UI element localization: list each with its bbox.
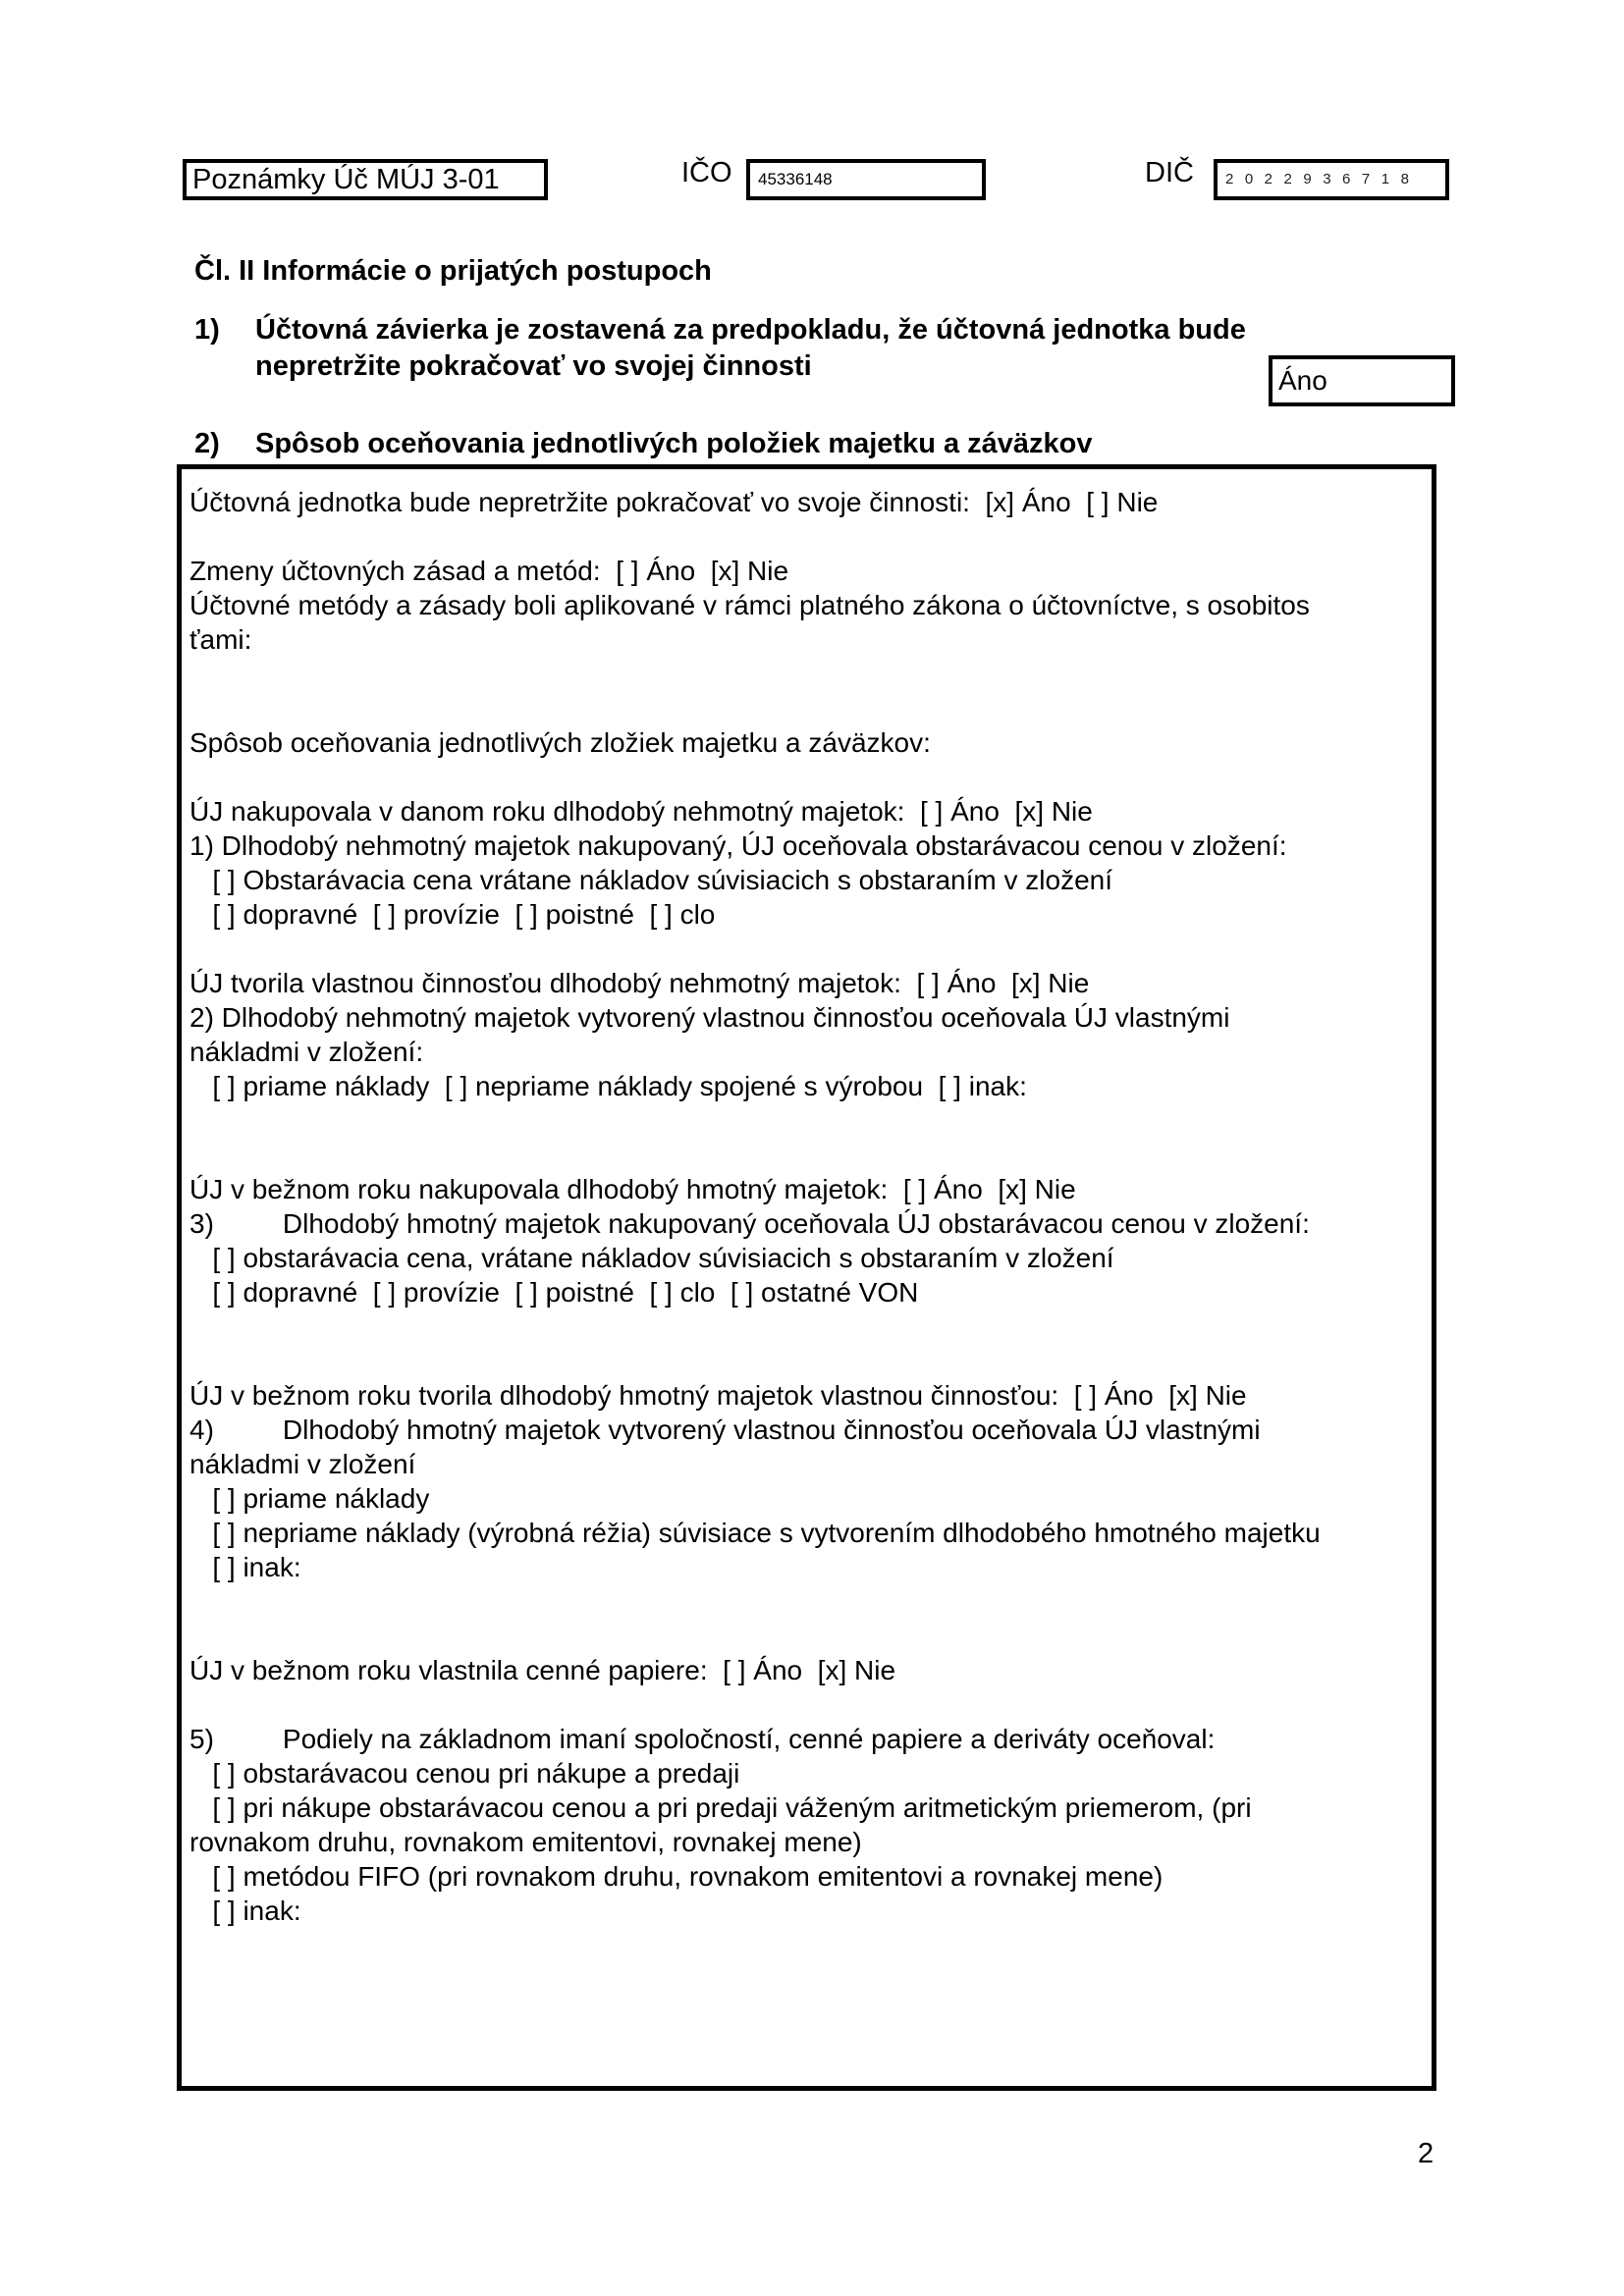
item-1-number: 1) (194, 314, 220, 346)
box-line: Účtovná jednotka bude nepretržite pokračovať vo svoje činnosti: [x] Áno [ ] Nie (189, 487, 1159, 517)
box-line: 2) Dlhodobý nehmotný majetok vytvorený vlastnou činnosťou oceňovala ÚJ vlastnými (189, 1002, 1230, 1033)
item-1-text (255, 312, 1246, 385)
ico-field (746, 159, 986, 200)
box-line: ÚJ nakupovala v danom roku dlhodobý nehmotný majetok: [ ] Áno [x] Nie (189, 796, 1093, 827)
valuation-methods-text (189, 485, 1428, 1928)
box-line (189, 1138, 1428, 1172)
box-line (189, 691, 1428, 725)
box-line: ÚJ tvorila vlastnou činnosťou dlhodobý nehmotný majetok: [ ] Áno [x] Nie (189, 968, 1090, 998)
item-2-text: Spôsob oceňovania jednotlivých položiek majetku a záväzkov (255, 428, 1093, 459)
box-line: Účtovné metódy a zásady boli aplikované v rámci platného zákona o účtovníctve, s osobitos (189, 590, 1310, 620)
box-line: [ ] inak: (189, 1552, 301, 1582)
box-line: rovnakom druhu, rovnakom emitentovi, rovnakej mene) (189, 1827, 862, 1857)
going-concern-answer-box (1269, 355, 1455, 406)
item-1-line-1: Účtovná závierka je zostavená za predpokladu, že účtovná jednotka bude (255, 314, 1246, 346)
box-line (189, 519, 1428, 554)
valuation-methods-box (177, 464, 1436, 2091)
box-line: ÚJ v bežnom roku nakupovala dlhodobý hmotný majetok: [ ] Áno [x] Nie (189, 1174, 1076, 1204)
box-line: [ ] obstarávacia cena, vrátane nákladov súvisiacich s obstaraním v zložení (189, 1243, 1114, 1273)
box-line: ťami: (189, 624, 252, 655)
going-concern-answer: Áno (1278, 365, 1327, 396)
box-line (189, 1309, 1428, 1344)
box-line (189, 657, 1428, 691)
box-line (189, 1103, 1428, 1138)
box-line: 3) Dlhodobý hmotný majetok nakupovaný oceňovala ÚJ obstarávacou cenou v zložení: (189, 1208, 1310, 1239)
box-line: nákladmi v zložení: (189, 1037, 424, 1067)
box-line: [ ] priame náklady [ ] nepriame náklady spojené s výrobou [ ] inak: (189, 1071, 1027, 1101)
box-line (189, 1584, 1428, 1619)
box-line: [ ] obstarávacou cenou pri nákupe a predaji (189, 1758, 740, 1789)
box-line (189, 932, 1428, 966)
dic-field (1214, 159, 1449, 200)
box-line: [ ] priame náklady (189, 1483, 430, 1514)
page-number: 2 (1418, 2138, 1435, 2169)
box-line: [ ] pri nákupe obstarávacou cenou a pri predaji váženým aritmetickým priemerom, (pri (189, 1792, 1252, 1823)
item-1-line-2: nepretržite pokračovať vo svojej činnosti (255, 350, 812, 382)
box-line: [ ] dopravné [ ] provízie [ ] poistné [ ] clo (189, 899, 716, 930)
box-line (189, 1344, 1428, 1378)
ico-value: 45336148 (758, 170, 833, 188)
box-line (189, 1687, 1428, 1722)
box-line: [ ] nepriame náklady (výrobná réžia) súvisiace s vytvorením dlhodobého hmotného majetku (189, 1518, 1321, 1548)
section-title: Čl. II Informácie o prijatých postupoch (194, 255, 712, 287)
box-line: nákladmi v zložení (189, 1449, 416, 1479)
box-line: [ ] dopravné [ ] provízie [ ] poistné [ ] clo [ ] ostatné VON (189, 1277, 919, 1308)
box-line: [ ] metódou FIFO (pri rovnakom druhu, rovnakom emitentovi a rovnakej mene) (189, 1861, 1164, 1892)
form-title-box (183, 159, 548, 200)
box-line (189, 760, 1428, 794)
item-2-number: 2) (194, 428, 220, 459)
box-line: ÚJ v bežnom roku vlastnila cenné papiere: [ ] Áno [x] Nie (189, 1655, 896, 1685)
dic-value: 2022936718 (1225, 171, 1421, 187)
form-title: Poznámky Úč MÚJ 3-01 (192, 164, 500, 195)
box-line: 4) Dlhodobý hmotný majetok vytvorený vlastnou činnosťou oceňovala ÚJ vlastnými (189, 1415, 1261, 1445)
box-line: 1) Dlhodobý nehmotný majetok nakupovaný, ÚJ oceňovala obstarávacou cenou v zložení: (189, 830, 1287, 861)
box-line: ÚJ v bežnom roku tvorila dlhodobý hmotný majetok vlastnou činnosťou: [ ] Áno [x] Nie (189, 1380, 1247, 1411)
box-line: Zmeny účtovných zásad a metód: [ ] Áno [x] Nie (189, 556, 789, 586)
box-line: Spôsob oceňovania jednotlivých zložiek majetku a záväzkov: (189, 727, 931, 758)
box-line: 5) Podiely na základnom imaní spoločností, cenné papiere a deriváty oceňoval: (189, 1724, 1216, 1754)
box-line: [ ] inak: (189, 1896, 301, 1926)
ico-label: IČO (681, 157, 732, 188)
box-line: [ ] Obstarávacia cena vrátane nákladov súvisiacich s obstaraním v zložení (189, 865, 1113, 895)
dic-label: DIČ (1145, 157, 1194, 188)
box-line (189, 1619, 1428, 1653)
